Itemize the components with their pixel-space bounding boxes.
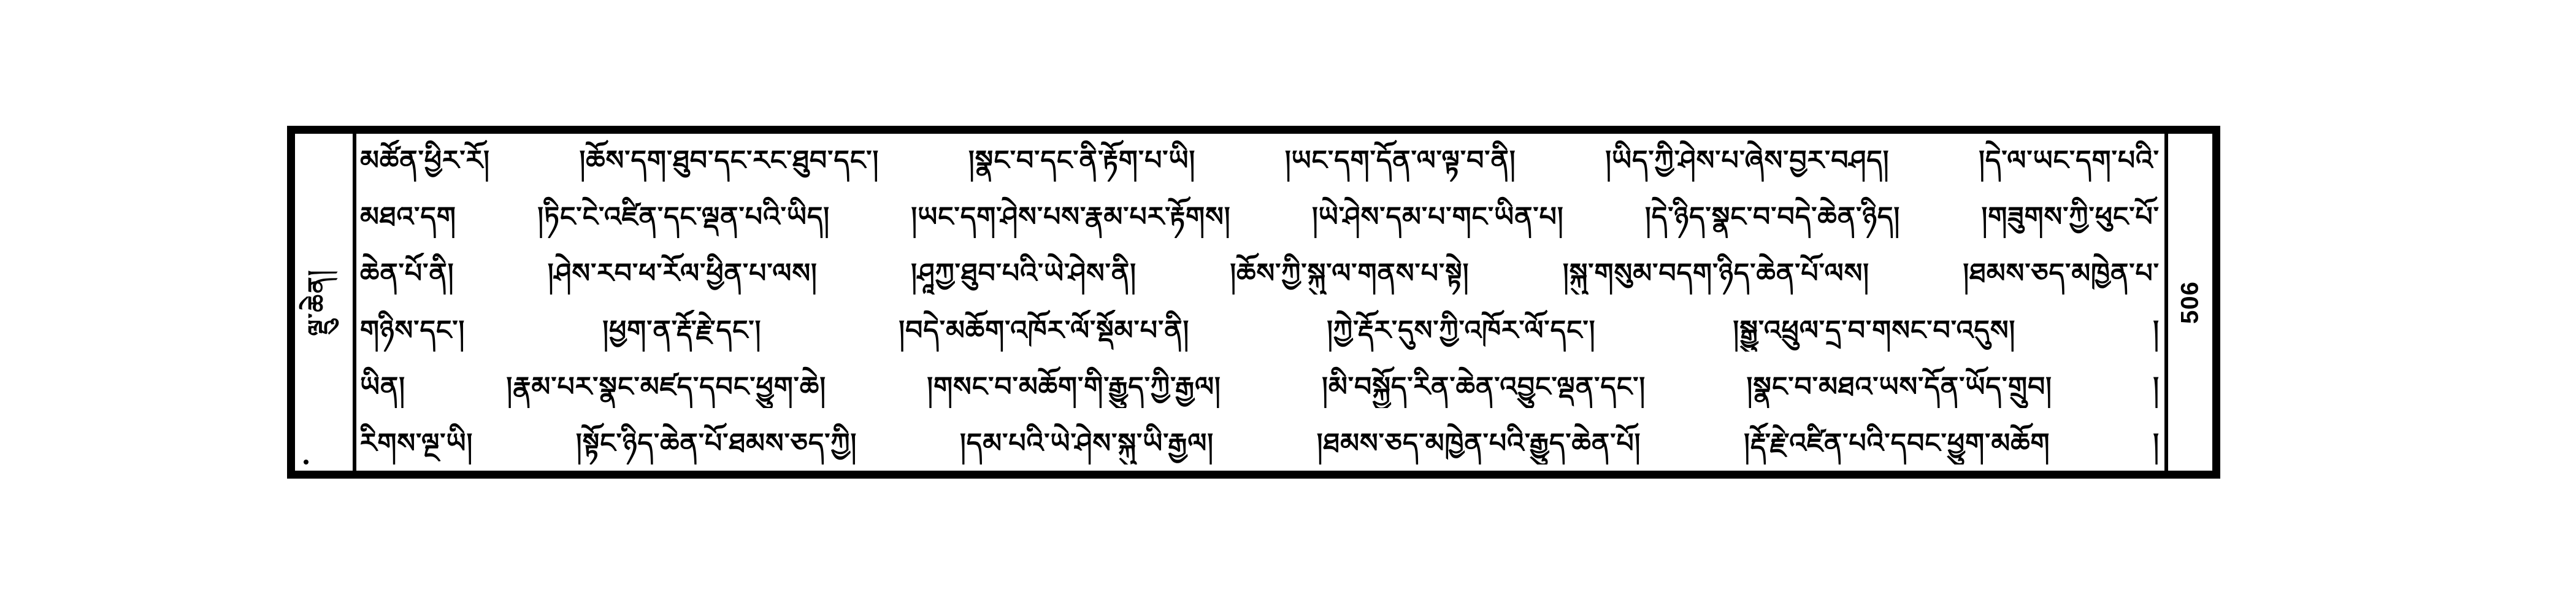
text-line-2: མཐའ་དག །ཏིང་ངེ་འཛིན་དང་ལྡན་པའི་ཡིད། །ཡང་དག་ཤེས་པས་རྣམ་པར་རྟོགས། །ཡེ་ཤེས་དམ་པ་གང་ཡིན་པ། །དེ་ཉིད་སྣང་བ་བདེ་ཆེན་ཉིད། །གཟུགས་ཀྱི་ཕུང་པོ་ <box>360 201 2160 233</box>
page-number: 506 <box>2176 280 2204 324</box>
left-margin <box>295 134 356 471</box>
tibetan-text-block <box>356 139 2164 466</box>
text-line-4: གཉིས་དང་། །ཕྱག་ན་རྡོ་རྗེ་དང་། །བདེ་མཆོག་འཁོར་ལོ་སྡོམ་པ་ནི། །ཀྱེ་རྡོར་དུས་ཀྱི་འཁོར་ལོ་དང་། །སྒྱུ་འཕྲུལ་དྲ་བ་གསང་བ་འདུས། ། <box>360 314 2160 346</box>
text-line-3: ཆེན་པོ་ནི། །ཤེས་རབ་ཕ་རོལ་ཕྱིན་པ་ལས། །ཤཱཀྱ་ཐུབ་པའི་ཡེ་ཤེས་ནི། །ཆོས་ཀྱི་སྐུ་ལ་གནས་པ་སྟེ། །སྐུ་གསུམ་བདག་ཉིད་ཆེན་པོ་ལས། །ཐམས་ཅད་མཁྱེན་པ་ <box>360 258 2160 290</box>
folio-margin-label: ལྡུ་ཆེན། <box>303 268 332 336</box>
folio-frame <box>287 126 2220 479</box>
text-line-1: མཚོན་ཕྱིར་རོ། །ཆོས་དག་ཐུབ་དང་རང་ཐུབ་དང་། །སྣང་བ་དང་ནི་རྟོག་པ་ཡི། །ཡང་དག་དོན་ལ་ལྟ་བ་ནི། །ཡིད་ཀྱི་ཤེས་པ་ཞེས་བྱར་བཤད། །དེ་ལ་ཡང་དག་པའི་ <box>360 145 2160 176</box>
text-line-6: རིགས་ལྔ་ཡི། །སྟོང་ཉིད་ཆེན་པོ་ཐམས་ཅད་ཀྱི། །དམ་པའི་ཡེ་ཤེས་སྐུ་ཡི་རྒྱལ། །ཐམས་ཅད་མཁྱེན་པའི་རྒྱུད་ཆེན་པོ། །རྡོ་རྗེ་འཛིན་པའི་དབང་ཕྱུག་མཆོག ། <box>360 427 2160 459</box>
right-margin <box>2164 134 2212 471</box>
margin-dot <box>304 460 309 465</box>
text-line-5: ཡིན། །རྣམ་པར་སྣང་མཛད་དབང་ཕྱུག་ཆེ། །གསང་བ་མཆོག་གི་རྒྱུད་ཀྱི་རྒྱལ། །མི་བསྐྱོད་རིན་ཆེན་འབྱུང་ལྡན་དང་། །སྣང་བ་མཐའ་ཡས་དོན་ཡོད་གྲུབ། ། <box>360 371 2160 403</box>
